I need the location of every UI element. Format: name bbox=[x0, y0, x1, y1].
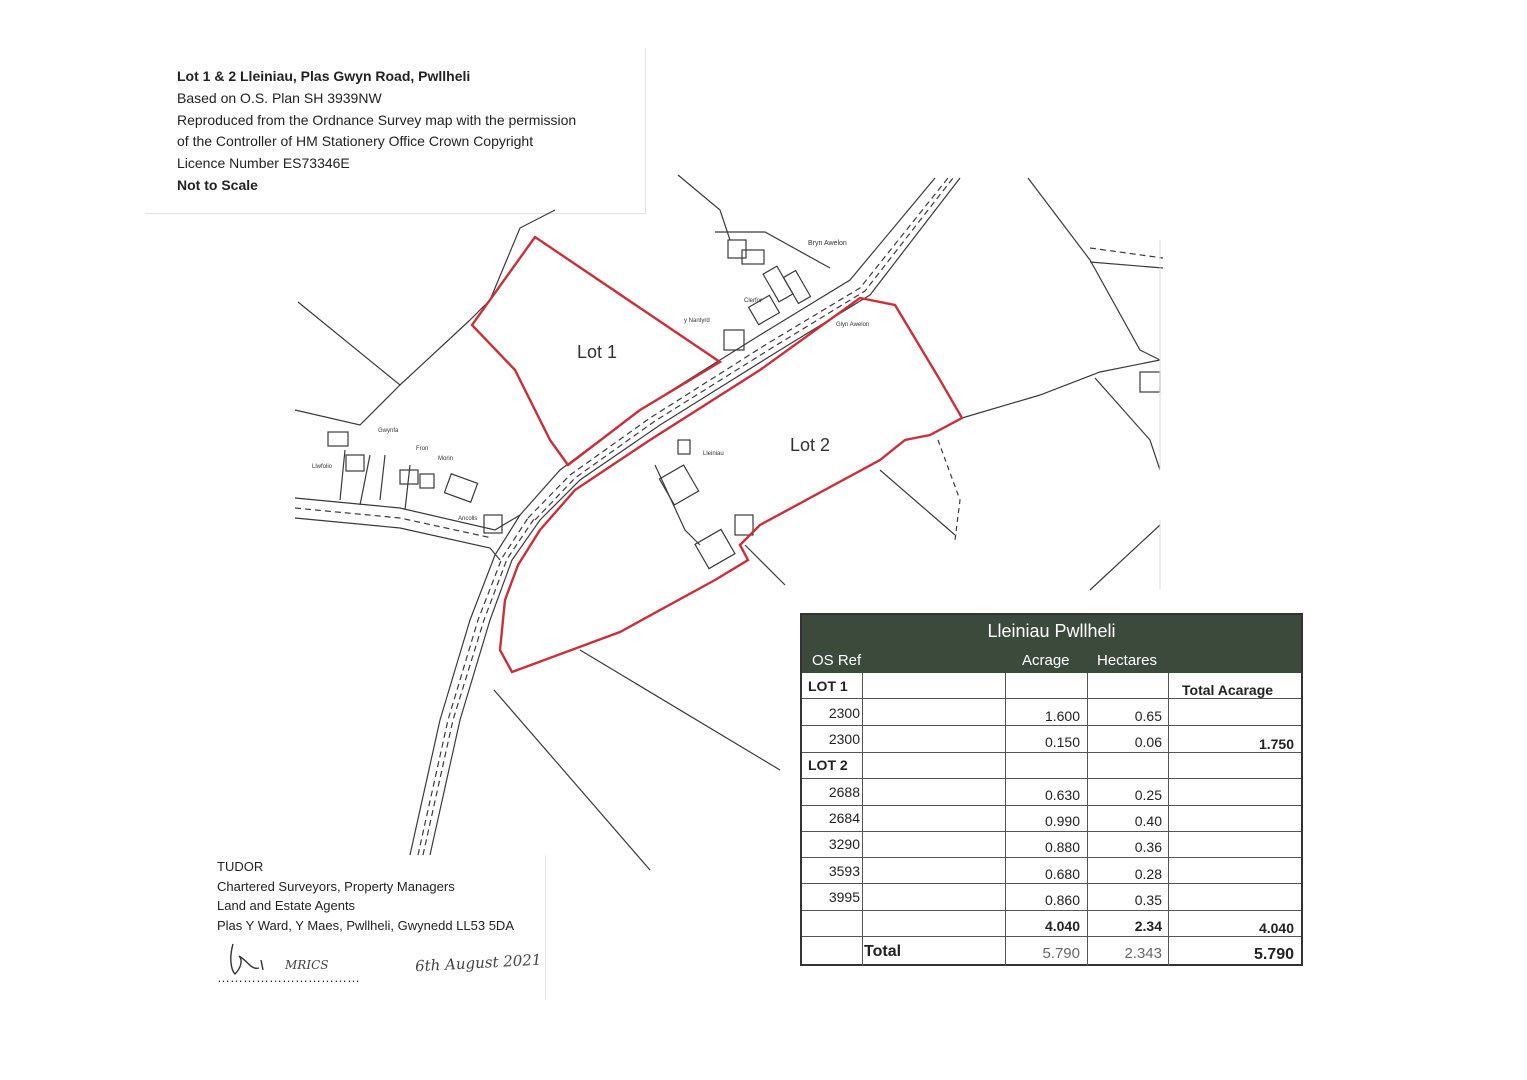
place-label-bryn-awelon: Bryn Awelon bbox=[808, 240, 847, 247]
field-boundary-7 bbox=[1028, 178, 1160, 360]
building-14 bbox=[659, 465, 698, 505]
based-on-text: Based on O.S. Plan SH 3939NW bbox=[177, 89, 382, 106]
table-title: Lleiniau Pwllheli bbox=[987, 621, 1116, 641]
place-label-clerfor: Clerfor bbox=[744, 298, 763, 304]
field-boundary-11 bbox=[880, 470, 955, 535]
firm-name: TUDOR bbox=[217, 859, 264, 874]
building-13 bbox=[695, 529, 735, 568]
table-row-hectares: 0.36 bbox=[1134, 839, 1162, 855]
table-row-ref: 2688 bbox=[828, 784, 860, 800]
field-boundary-2 bbox=[295, 385, 400, 425]
grid-hline-10 bbox=[802, 936, 1301, 937]
building-1 bbox=[328, 432, 348, 446]
table-row-ref: 2684 bbox=[828, 810, 860, 826]
signature-date: 6th August 2021 bbox=[414, 950, 542, 976]
column-hectares: Hectares bbox=[1097, 652, 1158, 669]
lane-edge-east bbox=[1090, 262, 1163, 268]
table-row-ref: 3995 bbox=[828, 889, 860, 905]
total-hectares: 2.343 bbox=[1124, 945, 1162, 962]
field-boundary-10 bbox=[1090, 525, 1160, 590]
signature-title: MRICS bbox=[285, 958, 329, 972]
reproduced-text-1: Reproduced from the Ordnance Survey map with the permission bbox=[177, 111, 577, 128]
lot-1-heading: LOT 1 bbox=[808, 678, 848, 694]
table-row-ref: 3290 bbox=[828, 836, 860, 852]
place-label-fron: Fron bbox=[416, 446, 429, 452]
grid-vline-4 bbox=[1168, 673, 1169, 966]
lot-2-total: 4.040 bbox=[1258, 920, 1294, 936]
table-row-acrage: 0.630 bbox=[1044, 787, 1080, 803]
lot-1-label: Lot 1 bbox=[577, 342, 618, 362]
table-row-ref: 2300 bbox=[828, 731, 860, 747]
grid-hline-2 bbox=[802, 725, 1301, 726]
grand-total-acarage: 5.790 bbox=[1253, 946, 1294, 963]
plot-lines-north bbox=[715, 232, 830, 268]
building-2 bbox=[346, 455, 364, 471]
signature-block bbox=[217, 940, 547, 1000]
plan-title: Lot 1 & 2 Lleiniau, Plas Gwyn Road, Pwllheli bbox=[177, 68, 471, 84]
reproduced-text-2: of the Controller of HM Stationery Office Crown Copyright bbox=[177, 133, 534, 150]
field-boundary-6 bbox=[580, 650, 780, 770]
grid-vline-1 bbox=[862, 673, 863, 966]
grid-hline-3 bbox=[802, 752, 1301, 753]
place-label-llwfolio: Llwfolio bbox=[312, 464, 333, 470]
building-15 bbox=[678, 440, 690, 454]
lot-2-heading: LOT 2 bbox=[808, 757, 848, 773]
signature-line: …………………………… bbox=[217, 970, 360, 985]
table-row-ref: 2300 bbox=[828, 705, 860, 721]
firm-line-1: Chartered Surveyors, Property Managers bbox=[217, 878, 455, 894]
side-road-north-edge bbox=[295, 498, 520, 530]
table-header bbox=[802, 615, 1301, 673]
table-row-acrage: 0.150 bbox=[1044, 734, 1080, 750]
place-label-morin: Morin bbox=[438, 456, 454, 462]
grid-hline-8 bbox=[802, 883, 1301, 884]
field-boundary-1 bbox=[298, 302, 470, 385]
building-7 bbox=[728, 240, 746, 258]
building-6 bbox=[484, 515, 502, 533]
building-4 bbox=[420, 474, 434, 488]
total-acarage-heading: Total Acarage bbox=[1182, 682, 1274, 698]
grid-vline-2 bbox=[1005, 673, 1006, 966]
table-row-acrage: 0.880 bbox=[1044, 839, 1080, 855]
place-label-lleiniau: Lleiniau bbox=[703, 451, 724, 457]
table-row-acrage: 0.680 bbox=[1044, 866, 1080, 882]
lane-dash-east bbox=[1090, 248, 1163, 258]
total-label: Total bbox=[864, 943, 902, 960]
track-dashed bbox=[938, 440, 960, 540]
table-row-acrage: 0.990 bbox=[1044, 813, 1080, 829]
table-row-hectares: 0.65 bbox=[1134, 708, 1162, 724]
grid-hline-1 bbox=[802, 698, 1301, 699]
footer-frame-line bbox=[545, 855, 546, 1000]
column-acrage: Acrage bbox=[1022, 652, 1070, 669]
field-boundary-12 bbox=[745, 545, 785, 585]
building-10 bbox=[783, 271, 810, 304]
table-row-hectares: 0.40 bbox=[1134, 813, 1162, 829]
scale-note: Not to Scale bbox=[177, 176, 258, 193]
table-row-hectares: 0.25 bbox=[1134, 787, 1162, 803]
building-16 bbox=[735, 515, 753, 535]
grid-hline-6 bbox=[802, 831, 1301, 832]
field-boundary-4 bbox=[678, 175, 730, 240]
field-boundary-5 bbox=[494, 690, 650, 870]
building-8 bbox=[742, 250, 764, 264]
table-row-hectares: 0.28 bbox=[1134, 866, 1162, 882]
grid-hline-7 bbox=[802, 857, 1301, 858]
lot-2-label: Lot 2 bbox=[790, 435, 831, 455]
area-schedule-table bbox=[800, 613, 1303, 966]
building-5 bbox=[444, 474, 477, 502]
grid-hline-9 bbox=[802, 910, 1301, 911]
table-row-hectares: 0.35 bbox=[1134, 892, 1162, 908]
table-row-hectares: 0.06 bbox=[1134, 734, 1162, 750]
grid-hline-5 bbox=[802, 805, 1301, 806]
lot-1-total: 1.750 bbox=[1258, 736, 1294, 752]
lot-2-acrage-sum: 4.040 bbox=[1044, 918, 1080, 934]
table-row-acrage: 1.600 bbox=[1044, 708, 1080, 724]
grid-hline-4 bbox=[802, 778, 1301, 779]
place-label-nantyrd: y Nantyrd bbox=[684, 318, 710, 324]
column-os-ref: OS Ref bbox=[812, 652, 862, 669]
place-label-glyn-awelon: Glyn Awelon bbox=[836, 322, 870, 328]
table-row-ref: 3593 bbox=[828, 863, 860, 879]
building-17 bbox=[1140, 372, 1160, 392]
grid-vline-3 bbox=[1087, 673, 1088, 966]
field-boundary-9 bbox=[962, 360, 1160, 418]
licence-text: Licence Number ES73346E bbox=[177, 155, 350, 172]
field-boundary-3 bbox=[470, 210, 555, 320]
place-label-ancolls: Ancolls bbox=[458, 516, 478, 522]
firm-address: Plas Y Ward, Y Maes, Pwllheli, Gwynedd LL53 5DA bbox=[217, 917, 514, 933]
firm-line-2: Land and Estate Agents bbox=[217, 898, 356, 914]
lot-2-hectares-sum: 2.34 bbox=[1134, 918, 1162, 934]
agent-details bbox=[217, 857, 514, 935]
table-row-acrage: 0.860 bbox=[1044, 892, 1080, 908]
place-label-gwynfa: Gwynfa bbox=[378, 428, 399, 434]
total-acrage: 5.790 bbox=[1042, 945, 1080, 962]
